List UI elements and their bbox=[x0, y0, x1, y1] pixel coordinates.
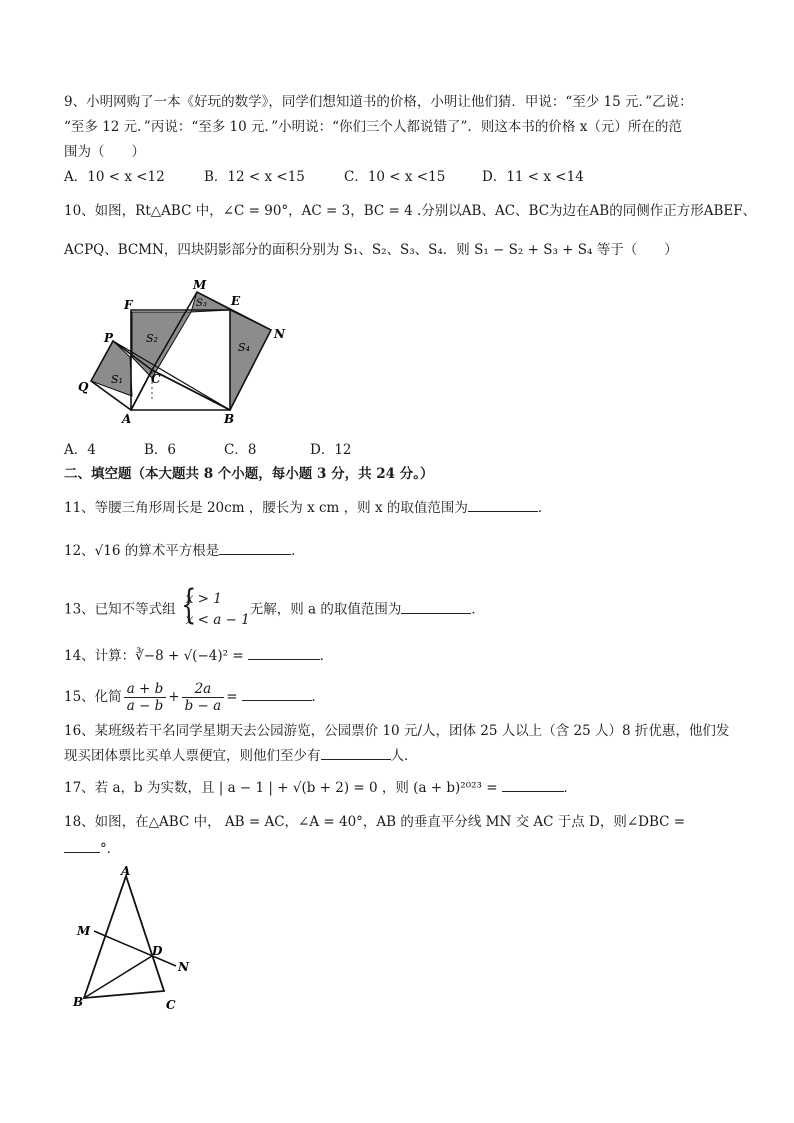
q10-option-a: A．4 bbox=[64, 442, 96, 458]
q10-option-c: C．8 bbox=[224, 442, 257, 458]
q10-label-e: E bbox=[231, 294, 241, 308]
q15-fraction-2-denominator: b − a bbox=[184, 698, 222, 714]
q15-answer-blank[interactable] bbox=[242, 686, 312, 701]
q15 bbox=[64, 680, 325, 714]
q10-line-1: 10、如图，Rt△ABC 中，∠C = 90°，AC = 3，BC = 4 .分别以AB、AC、BC为边在AB的同侧作正方形ABEF、 bbox=[64, 203, 757, 219]
q10-shaded-s4 bbox=[230, 310, 271, 410]
q10-label-p: P bbox=[104, 331, 114, 345]
q15-fraction-2-numerator: 2a bbox=[182, 681, 225, 698]
q13-answer-blank[interactable] bbox=[401, 599, 471, 614]
q11-answer-blank[interactable] bbox=[468, 497, 538, 512]
q15-equals: = bbox=[226, 689, 238, 705]
q13-suffix: ． bbox=[471, 601, 485, 618]
q14 bbox=[64, 645, 333, 666]
q18-segment-mn bbox=[94, 931, 176, 966]
q18-line-2 bbox=[64, 838, 120, 859]
q16-suffix: 人． bbox=[390, 748, 418, 764]
q10-label-f: F bbox=[124, 298, 133, 312]
q11-suffix: ． bbox=[537, 500, 552, 516]
q9-option-a: A．10 < x <12 bbox=[64, 169, 165, 185]
q18-label-n: N bbox=[178, 960, 189, 974]
q10-label-m: M bbox=[193, 278, 207, 292]
q13-inequality-system bbox=[176, 582, 250, 631]
q18-label-c: C bbox=[166, 998, 176, 1012]
q18-label-m: M bbox=[77, 924, 91, 938]
q15-plus: + bbox=[168, 689, 180, 705]
q16-text: 现买团体票比买单人票便宜，则他们至少有 bbox=[64, 748, 321, 764]
q10-figure bbox=[70, 275, 300, 430]
q12-text: 12、√16 的算术平方根是 bbox=[64, 543, 220, 559]
q10-segment-ac bbox=[131, 370, 152, 410]
q9-option-d: D．11 < x <14 bbox=[482, 169, 584, 185]
q13-row-1: x > 1 bbox=[185, 591, 222, 607]
section-2-heading: 二、填空题（本大题共 8 个小题，每小题 3 分，共 24 分。） bbox=[64, 466, 434, 482]
q10-label-s3: S₃ bbox=[196, 298, 207, 309]
q10-label-s4: S₄ bbox=[238, 341, 250, 354]
q14-suffix: ． bbox=[319, 648, 334, 664]
q18-label-a: A bbox=[121, 864, 131, 878]
q16-line-1: 16、某班级若干名同学星期天去公园游览，公园票价 10 元/人，团体 25 人以上（含 25 人）8 折优惠，他们发 bbox=[64, 723, 730, 739]
q9-option-b: B．12 < x <15 bbox=[204, 169, 305, 185]
q18-label-b: B bbox=[73, 995, 84, 1009]
q18-suffix: °． bbox=[100, 841, 121, 857]
q10-label-n: N bbox=[274, 327, 285, 341]
q14-answer-blank[interactable] bbox=[248, 645, 320, 660]
q15-fraction-1 bbox=[124, 681, 167, 714]
q18-label-d: D bbox=[152, 944, 163, 958]
q10-line-2: ACPQ、BCMN，四块阴影部分的面积分别为 S₁、S₂、S₃、S₄．则 S₁ − S₂ + S₃ + S₄ 等于（ ） bbox=[64, 242, 678, 258]
q11-text: 11、等腰三角形周长是 20cm ，腰长为 x cm ，则 x 的取值范围为 bbox=[64, 500, 468, 516]
q17-text: 17、若 a，b 为实数，且 | a − 1 | + √(b + 2) = 0 ，则 (a + b)²⁰²³ = bbox=[64, 780, 498, 796]
q9-option-c: C．10 < x <15 bbox=[344, 169, 446, 185]
q17-answer-blank[interactable] bbox=[502, 777, 564, 792]
q10-option-b: B．6 bbox=[144, 442, 177, 458]
q16-line-2 bbox=[64, 745, 418, 766]
q15-fraction-1-denominator: a − b bbox=[126, 698, 164, 714]
q15-suffix: ． bbox=[311, 689, 325, 705]
q10-segment-bc bbox=[152, 370, 230, 410]
q9-line-3: 围为（ ） bbox=[64, 144, 145, 160]
q17 bbox=[64, 777, 577, 798]
q14-text: 14、计算：∛−8 + √(−4)² = bbox=[64, 648, 244, 664]
q9-options bbox=[64, 167, 584, 187]
q12-answer-blank[interactable] bbox=[219, 540, 291, 555]
q10-label-b: B bbox=[224, 412, 235, 426]
q10-shaded-s2 bbox=[132, 312, 191, 378]
q13-middle: 无解，则 a 的取值范围为 bbox=[249, 601, 402, 618]
q16-answer-blank[interactable] bbox=[321, 745, 391, 760]
q9-line-1: 9、小明网购了一本《好玩的数学》，同学们想知道书的价格，小明让他们猜．甲说：“至少 15 元．”乙说： bbox=[64, 94, 693, 110]
q12-suffix: ． bbox=[291, 543, 305, 559]
q10-option-d: D．12 bbox=[310, 442, 352, 458]
q15-fraction-2 bbox=[182, 681, 225, 714]
q13-brace: { bbox=[180, 582, 197, 628]
q18-figure bbox=[70, 862, 200, 1018]
q10-label-c: C bbox=[151, 372, 161, 386]
q12 bbox=[64, 540, 305, 561]
q13-text: 13、已知不等式组 bbox=[64, 601, 176, 618]
q10-options bbox=[64, 440, 352, 460]
q10-label-a: A bbox=[122, 412, 132, 426]
q18-line-1: 18、如图，在△ABC 中， AB = AC，∠A = 40°，AB 的垂直平分线 MN 交 AC 于点 D，则∠DBC = bbox=[64, 814, 686, 830]
q18-segment-bd bbox=[84, 956, 152, 998]
q17-suffix: ． bbox=[563, 780, 578, 796]
q10-label-s1: S₁ bbox=[111, 373, 123, 386]
q13-row-2: x < a − 1 bbox=[185, 612, 250, 628]
q10-label-s2: S₂ bbox=[146, 332, 158, 345]
q18-triangle-abc bbox=[84, 876, 164, 998]
q15-fraction-1-numerator: a + b bbox=[124, 681, 167, 698]
q15-text: 15、化简 bbox=[64, 689, 122, 705]
q9-line-2: “至多 12 元．”丙说：“至多 10 元．”小明说：“你们三个人都说错了”．则这本书的价格 x（元）所在的范 bbox=[64, 119, 682, 135]
q10-label-q: Q bbox=[78, 380, 89, 394]
q18-answer-blank[interactable] bbox=[64, 838, 100, 853]
q13 bbox=[64, 582, 485, 631]
q11 bbox=[64, 497, 551, 518]
